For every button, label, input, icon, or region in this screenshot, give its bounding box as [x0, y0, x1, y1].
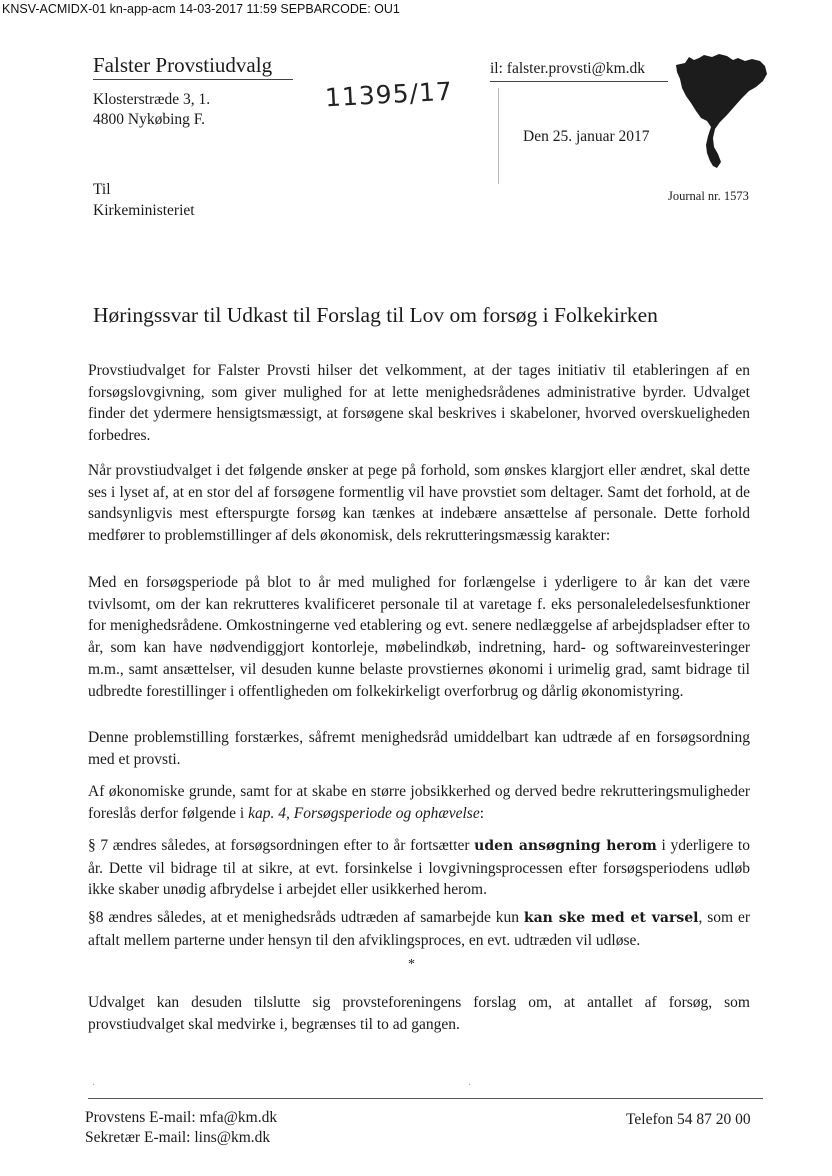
paragraph-2: Når provstiudvalget i det følgende ønsker at pege på forhold, som ønskes klargjort eller ændret, skal dette ses i lyset af, at en stor del af forsøgene formentlig vil have provstiet som deltager. Samt det forhold, at de sandsynligvis mest efterspurgte forsøg kan tænkes at indebære ansættelse af personale. Dette forhold medfører to problemstillinger af dels økonomisk, dels rekrutteringsmæssig karakter: [88, 462, 750, 545]
paragraph-5-end: : [479, 804, 485, 822]
email-underline [490, 81, 668, 82]
paragraph-8: Udvalget kan desuden tilslutte sig provsteforeningens forslag om, at antallet af forsøg, som provstiudvalget skal medvirke i, begrænses til to ad gangen. [88, 994, 750, 1033]
sender-city: 4800 Nykøbing F. [93, 111, 206, 128]
scan-speck: · [92, 1080, 96, 1091]
paragraph-6-emphasis: uden ansøgning herom [474, 838, 657, 854]
secretary-email: Sekretær E-mail: lins@km.dk [85, 1129, 271, 1146]
recipient-to-label: Til [93, 181, 111, 198]
paragraph-7 [88, 907, 750, 951]
paragraph-7-end: , som er aftalt mellem parterne under hensyn til den afviklingsproces, en evt. udtræden vil udløse. [88, 909, 750, 949]
handwritten-case-number: 11395/17 [324, 76, 454, 113]
paragraph-6-text: § 7 ændres således, at forsøgsordningen efter to år fortsætter [88, 837, 475, 854]
email-line: il: falster.provsti@km.dk [490, 60, 646, 77]
chapter-reference: kap. 4, Forsøgsperiode og ophævelse [248, 804, 480, 822]
letter-date: Den 25. januar 2017 [523, 128, 650, 145]
phone-number: Telefon 54 87 20 00 [626, 1111, 751, 1128]
paragraph-1: Provstiudvalget for Falster Provsti hilser det velkomment, at der tages initiativ til etableringen af en forsøgslovgivning, som giver mulighed for at lette menighedsrådenes administrative byrder. Udvalget finder det ydermere hensigtsmæssigt, at forsøgene skal beskrives i skabeloner, hvorved overskueligheden forbedres. [88, 362, 750, 445]
footer-divider [88, 1098, 763, 1099]
paragraph-5-text: Af økonomiske grunde, samt for at skabe en større jobsikkerhed og derved bedre rekrutteringsmuligheder foreslås derfor følgende i [88, 783, 750, 822]
paragraph-7-text: §8 ændres således, at et menighedsråds udtræden af samarbejde kun [88, 909, 524, 926]
sender-street: Klosterstræde 3, 1. [93, 91, 211, 108]
paragraph-6-end: i yderligere to år. Dette vil bidrage til at sikre, at evt. forsinkelse i lovgivningsprocessen efter forsøgsperiodens udløb ikke skaber unødig afbrydelse i arbejdet eller usikkerhed herom. [88, 837, 750, 899]
provst-email: Provstens E-mail: mfa@km.dk [85, 1109, 278, 1126]
paragraph-4: Denne problemstilling forstærkes, såfremt menighedsråd umiddelbart kan udtræde af en forsøgsordning med et provsti. [88, 729, 750, 768]
falster-island-logo [672, 52, 768, 174]
paragraph-5 [88, 781, 750, 824]
header-divider [498, 88, 499, 184]
scan-speck: · [468, 1080, 472, 1091]
sender-name: Falster Provstiudvalg [93, 53, 273, 77]
paragraph-6 [88, 835, 750, 901]
paragraph-7-emphasis: kan ske med et varsel [523, 910, 699, 926]
paragraph-3: Med en forsøgsperiode på blot to år med mulighed for forlængelse i yderligere to år kan det være tvivlsomt, om der kan rekrutteres kvalificeret personale til at varetage f. eks personaleledelsesfunktioner for menighedsrådene. Omkostningerne ved etablering og evt. senere nedlæggelse af arbejdspladser efter to år, som kan have nødvendiggjort kontorleje, møbelindkøb, indretning, hard- og softwareinvesteringer m.m., samt ansættelser, vil desuden kunne belaste provstiernes økonomi i urimelig grad, samt bidrage til udbredte forestillinger i offentligheden om folkekirkeligt overforbrug og dårlig økonomistyring. [88, 574, 750, 700]
journal-number: Journal nr. 1573 [668, 189, 749, 203]
section-separator: * [408, 957, 415, 972]
sender-underline [93, 79, 293, 80]
fax-header: KNSV-ACMIDX-01 kn-app-acm 14-03-2017 11:59 SEPBARCODE: OU1 [2, 2, 400, 16]
recipient-name: Kirkeministeriet [93, 202, 195, 219]
document-title: Høringssvar til Udkast til Forslag til Lov om forsøg i Folkekirken [93, 303, 658, 327]
